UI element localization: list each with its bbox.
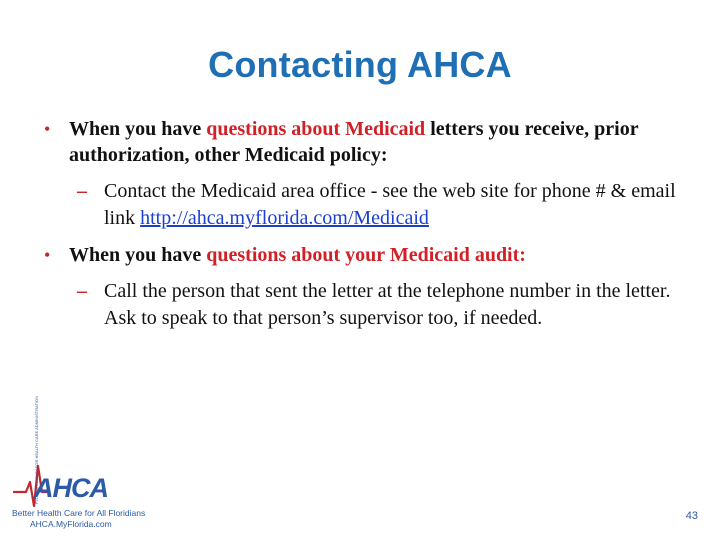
- sub-bullet-call-person: [42, 278, 692, 332]
- logo-small-text: FLORIDA AGENCY FOR HEALTH CARE ADMINISTRATION: [34, 395, 39, 504]
- medicaid-website-link[interactable]: http://ahca.myflorida.com/Medicaid: [140, 207, 429, 229]
- bullet-highlight: questions about your Medicaid audit:: [206, 244, 526, 266]
- logo-text: AHCA: [34, 473, 108, 503]
- bullet-text-prefix: When you have: [69, 118, 207, 140]
- bullet-text-suffix: letters you receive, prior authorization, other Medicaid policy:: [69, 118, 639, 166]
- bullet-item-medicaid-questions: [42, 116, 692, 168]
- slide-content: [42, 116, 692, 342]
- bullet-highlight: questions about Medicaid: [206, 118, 426, 140]
- dash-icon: –: [77, 180, 87, 202]
- bullet-item-audit-questions: [42, 242, 692, 268]
- footer-tagline: Better Health Care for All Floridians: [12, 508, 146, 518]
- dash-icon: –: [77, 280, 87, 302]
- bullet-text-prefix: When you have: [69, 244, 207, 266]
- footer-website: AHCA.MyFlorida.com: [30, 519, 112, 529]
- sub-bullet-text: Contact the Medicaid area office - see the web site for phone # & email link: [104, 180, 676, 229]
- bullet-icon: •: [44, 119, 51, 139]
- page-number: 43: [685, 510, 698, 522]
- bullet-icon: •: [44, 245, 51, 265]
- slide-title: Contacting AHCA: [208, 44, 512, 85]
- sub-bullet-text: Call the person that sent the letter at the telephone number in the letter. Ask to speak to that person’s supervisor too, if needed.: [104, 280, 671, 329]
- sub-bullet-contact-office: [42, 178, 692, 232]
